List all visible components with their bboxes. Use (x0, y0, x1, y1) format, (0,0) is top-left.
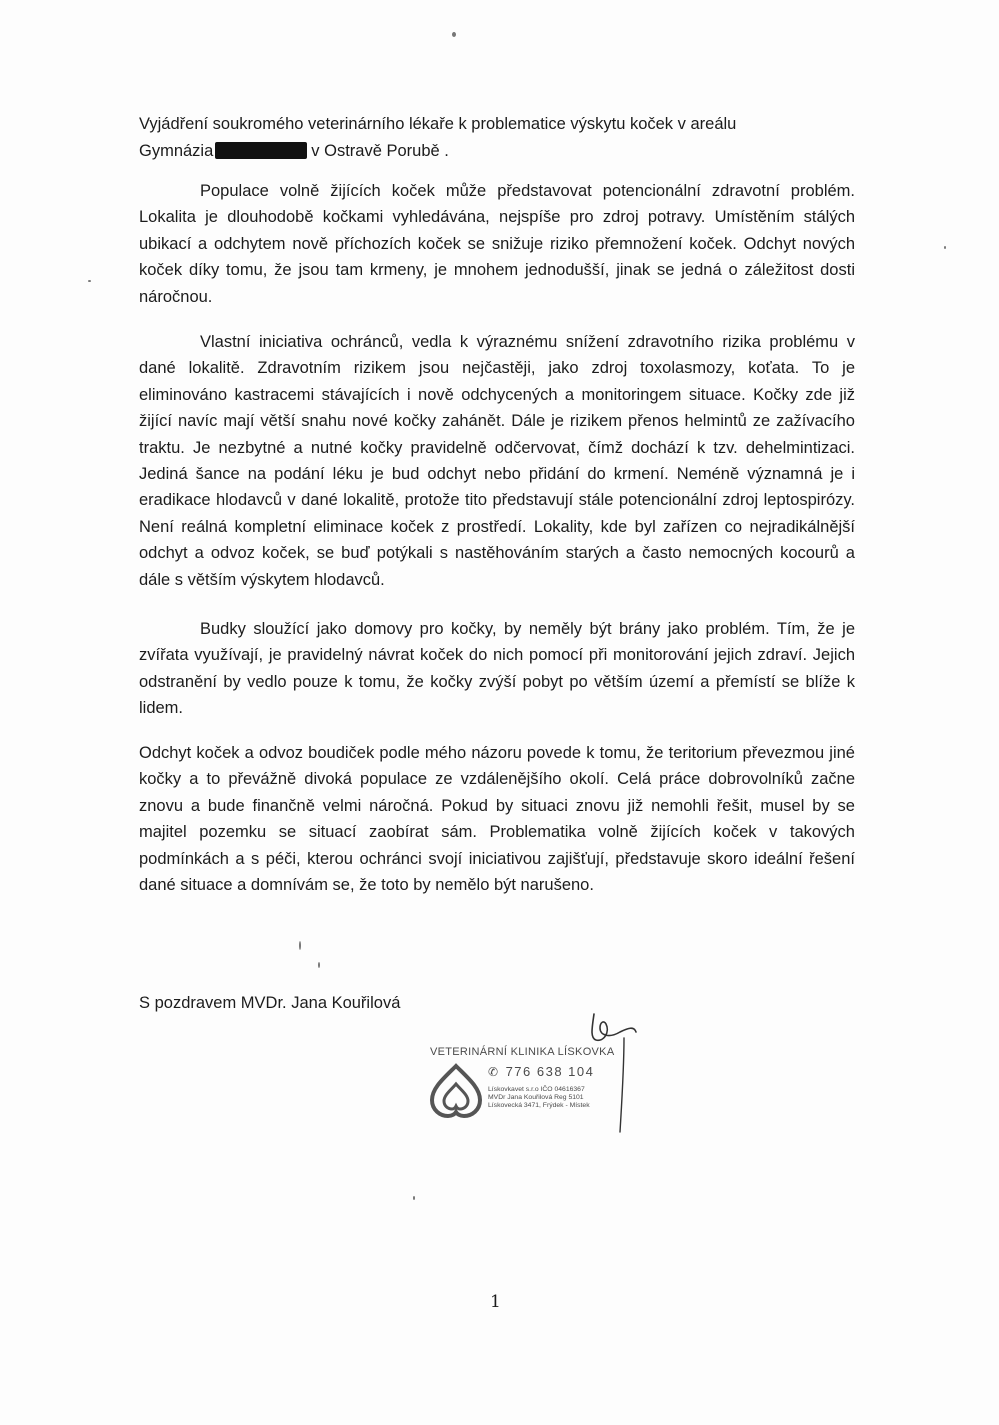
scan-speck (318, 962, 320, 968)
stamp-line-2: MVDr Jana Kouřilová Reg 5101 (488, 1094, 584, 1101)
title-school-suffix: v Ostravě Porubě . (311, 142, 449, 160)
heart-drop-logo-icon (428, 1062, 484, 1118)
handwritten-signature (580, 1008, 650, 1138)
paragraph-1: Populace volně žijících koček může představovat potencionální zdravotní problém. Lokalita je dlouhodobě kočkami vyhledávána, nejspíše pro zdroj potravy. Umístěním stálých ubikací a odchytem nově příchozích koček se snižuje riziko přemnožení koček. Odchyt nových koček díky tomu, že jsou tam krmeny, je mnohem jednodušší, jinak se jedná o záležitost dosti náročnou. (139, 182, 855, 306)
title-school-prefix: Gymnázia (139, 142, 214, 160)
paragraph-2: Vlastní iniciativa ochránců, vedla k výraznému snížení zdravotního rizika problému v dané lokalitě. Zdravotním rizikem jsou nejčastěji, jako zdroj toxolasmozy, koťata. To je eliminováno kastracemi stávajících i nově odchycených a monitoringem situace. Kočky zde již žijící navíc mají větší snahu nové kočky zahánět. Dále je rizikem přenos helmintů ze zažívacího traktu. Je nezbytné a nutné kočky pravidelně odčervovat, čímž dochází k tzv. dehelmintizaci. Jediná šance na podání léku je bud odchyt nebo přidání do krmení. Neméně významná je i eradikace hlodavců v dané lokalitě, protože tito představují stále potencionální zdroj leptospirózy. Není reálná kompletní eliminace koček z prostředí. Lokality, kde byl zařízen co nejradikálnější odchyt a odvoz koček, se buď potýkali s nastěhováním starých a často nemocných kocourů a dále s větším výskytem hlodavců. (139, 333, 855, 589)
phone-icon: ✆ (488, 1065, 500, 1079)
document-title (139, 111, 859, 165)
redaction-bar (215, 142, 307, 159)
scan-speck (88, 280, 91, 282)
page-number: 1 (490, 1292, 501, 1312)
stamp-phone-number: 776 638 104 (505, 1064, 595, 1079)
stamp-line-3: Lískovecká 3471, Frýdek - Místek (488, 1102, 590, 1109)
stamp-clinic-name: VETERINÁRNÍ KLINIKA LÍSKOVKA (430, 1046, 615, 1058)
stamp-phone (488, 1064, 594, 1079)
scan-speck (944, 246, 946, 249)
title-line-2 (139, 138, 859, 165)
paragraph-4: Odchyt koček a odvoz boudiček podle mého názoru povede k tomu, že teritorium převezmou jiné kočky a to převážně divoká populace ze vzdálenějšího okolí. Celá práce dobrovolníků začne znovu a bude finančně velmi náročná. Pokud by situaci znovu již nemohli řešit, musel by se majitel pozemku se situací zaobírat sám. Problematika volně žijících koček v takových podmínkách a s péči, kterou ochránci svojí iniciativou zajišťují, představuje skoro ideální řešení dané situace a domnívám se, že toto by nemělo být narušeno. (139, 744, 855, 895)
title-line-1: Vyjádření soukromého veterinárního lékaře k problematice výskytu koček v areálu (139, 115, 737, 133)
signoff: S pozdravem MVDr. Jana Kouřilová (139, 994, 401, 1012)
scan-speck (413, 1196, 415, 1200)
stamp-line-1: Lískovkavet s.r.o IČO 04616367 (488, 1086, 585, 1093)
scan-speck (452, 32, 456, 37)
scan-speck (299, 941, 301, 950)
stamp-details (488, 1086, 590, 1110)
paragraph-3: Budky sloužící jako domovy pro kočky, by neměly být brány jako problém. Tím, že je zvířata využívají, je pravidelný návrat koček do nich pomocí při monitorování jejich zdraví. Jejich odstranění by vedlo pouze k tomu, že kočky zvýší pobyt po větším území a přemístí se blíže k lidem. (139, 620, 855, 718)
